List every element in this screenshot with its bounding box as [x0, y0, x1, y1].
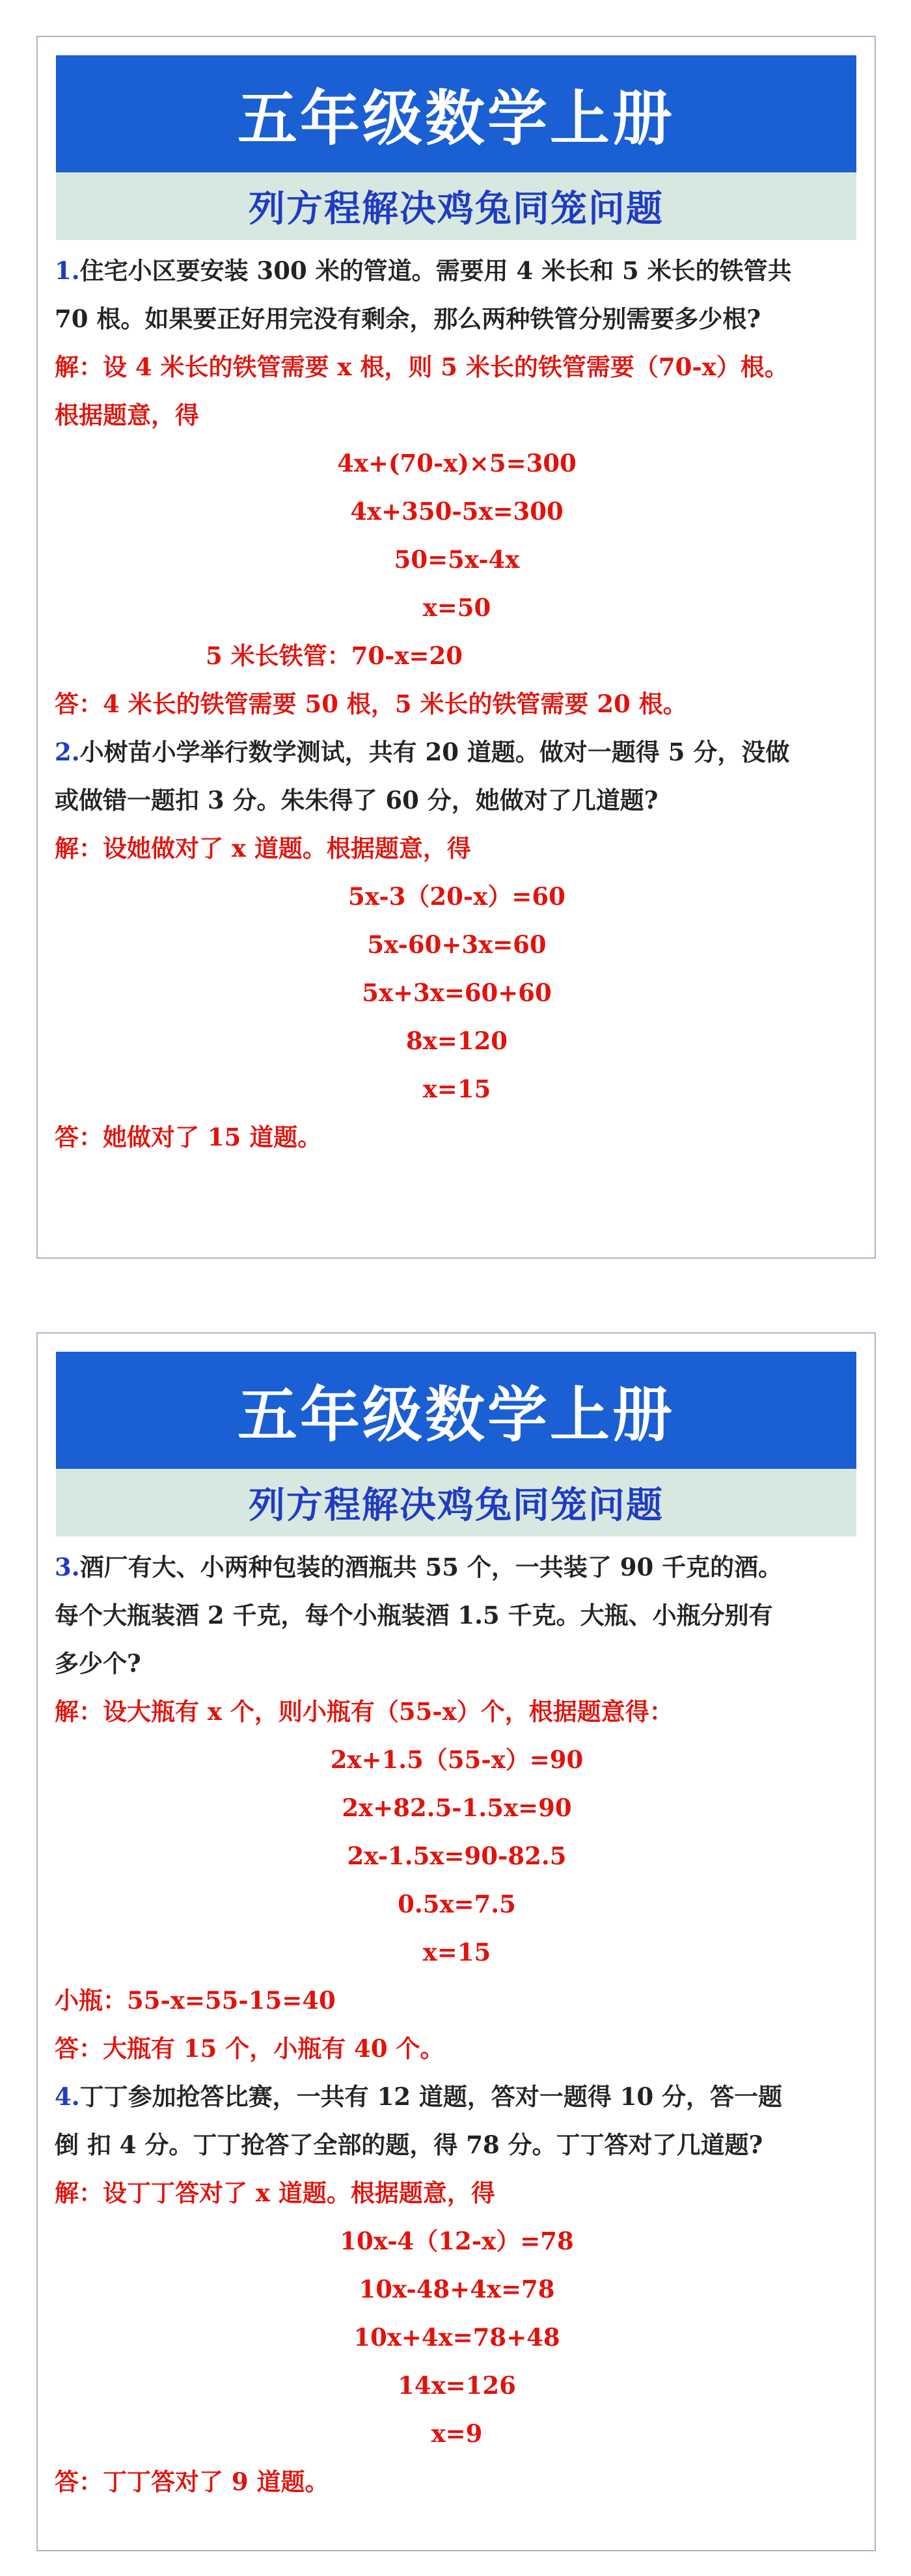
page-title: 五年级数学上册: [56, 55, 856, 172]
problem-2-equation: 5x+3x=60+60: [362, 978, 552, 1007]
problem-3-question-line-1: [55, 1543, 859, 1591]
problem-1-equation: 4x+(70-x)×5=300: [337, 449, 577, 477]
question-text: 住宅小区要安装 300 米的管道。需要用 4 米长和 5 米长的铁管共: [79, 256, 792, 285]
problem-1-equation: x=50: [422, 593, 491, 622]
problem-2-equation: x=15: [422, 1075, 491, 1103]
problem-3-answer: 答：大瓶有 15 个，小瓶有 40 个。: [55, 2034, 444, 2063]
problem-3-equation: 2x+82.5-1.5x=90: [342, 1793, 572, 1822]
problem-number: 3.: [55, 1553, 80, 1581]
problem-3-equation: 2x-1.5x=90-82.5: [347, 1842, 567, 1870]
problem-number: 2.: [55, 738, 80, 766]
worksheet-page-1: [36, 36, 876, 1259]
problem-1-answer: 答：4 米长的铁管需要 50 根，5 米长的铁管需要 20 根。: [55, 690, 687, 718]
problem-1-solution-intro: 根据题意，得: [55, 401, 199, 429]
worksheet-page-2: [36, 1332, 876, 2551]
problem-4-answer: 答：丁丁答对了 9 道题。: [55, 2467, 329, 2496]
page-subtitle: 列方程解决鸡兔同笼问题: [56, 172, 856, 240]
problem-4-question-line-2: 倒 扣 4 分。丁丁抢答了全部的题，得 78 分。丁丁答对了几道题?: [55, 2130, 763, 2159]
problem-1-question-line-2: 70 根。如果要正好用完没有剩余，那么两种铁管分别需要多少根?: [55, 304, 761, 333]
problem-1-extra-step: 5 米长铁管：70-x=20: [206, 641, 463, 670]
problem-3-equation: x=15: [422, 1938, 491, 1966]
problem-4-solution-intro: 解：设丁丁答对了 x 道题。根据题意，得: [55, 2179, 495, 2207]
problem-number: 4.: [55, 2082, 80, 2111]
problem-3-extra-step: 小瓶：55-x=55-15=40: [55, 1986, 336, 2015]
problem-2-question-line-1: [55, 728, 859, 776]
problem-2-solution-intro: 解：设她做对了 x 道题。根据题意，得: [55, 834, 471, 863]
problem-1-question-line-1: [55, 247, 859, 295]
problem-3-question-line-2: 每个大瓶装酒 2 千克，每个小瓶装酒 1.5 千克。大瓶、小瓶分别有: [55, 1601, 773, 1630]
problem-4-question-line-1: [55, 2073, 859, 2121]
problem-2-equation: 5x-3（20-x）=60: [348, 882, 565, 911]
problem-2-equation: 5x-60+3x=60: [367, 930, 547, 959]
question-text: 小树苗小学举行数学测试，共有 20 道题。做对一题得 5 分，没做: [79, 738, 790, 766]
problem-2-question-line-2: 或做错一题扣 3 分。朱朱得了 60 分，她做对了几道题?: [55, 786, 659, 814]
problem-4-equation: 14x=126: [398, 2371, 516, 2400]
problem-4-equation: 10x-4（12-x）=78: [340, 2227, 574, 2255]
problem-4-equation: 10x-48+4x=78: [359, 2275, 555, 2303]
problem-3-solution-intro: 解：设大瓶有 x 个，则小瓶有（55-x）个，根据题意得：: [55, 1697, 673, 1726]
problem-4-equation: x=9: [431, 2419, 483, 2448]
page-content: [55, 1543, 859, 2506]
problem-1-equation: 50=5x-4x: [394, 545, 520, 574]
problem-1-solution-intro: 解：设 4 米长的铁管需要 x 根，则 5 米长的铁管需要（70-x）根。: [55, 353, 789, 381]
problem-3-equation: 0.5x=7.5: [398, 1890, 516, 1918]
problem-3-question-line-3: 多少个?: [55, 1649, 141, 1678]
question-text: 丁丁参加抢答比赛，一共有 12 道题，答对一题得 10 分，答一题: [79, 2082, 783, 2111]
question-text: 酒厂有大、小两种包装的酒瓶共 55 个，一共装了 90 千克的酒。: [79, 1553, 783, 1581]
problem-1-equation: 4x+350-5x=300: [350, 497, 564, 526]
problem-3-equation: 2x+1.5（55-x）=90: [330, 1745, 584, 1774]
page-content: [55, 247, 859, 1161]
problem-2-equation: 8x=120: [405, 1026, 508, 1055]
problem-number: 1.: [55, 256, 80, 285]
page-title: 五年级数学上册: [56, 1352, 856, 1469]
problem-4-equation: 10x+4x=78+48: [353, 2323, 560, 2352]
problem-2-answer: 答：她做对了 15 道题。: [55, 1123, 322, 1151]
page-subtitle: 列方程解决鸡兔同笼问题: [56, 1469, 856, 1536]
